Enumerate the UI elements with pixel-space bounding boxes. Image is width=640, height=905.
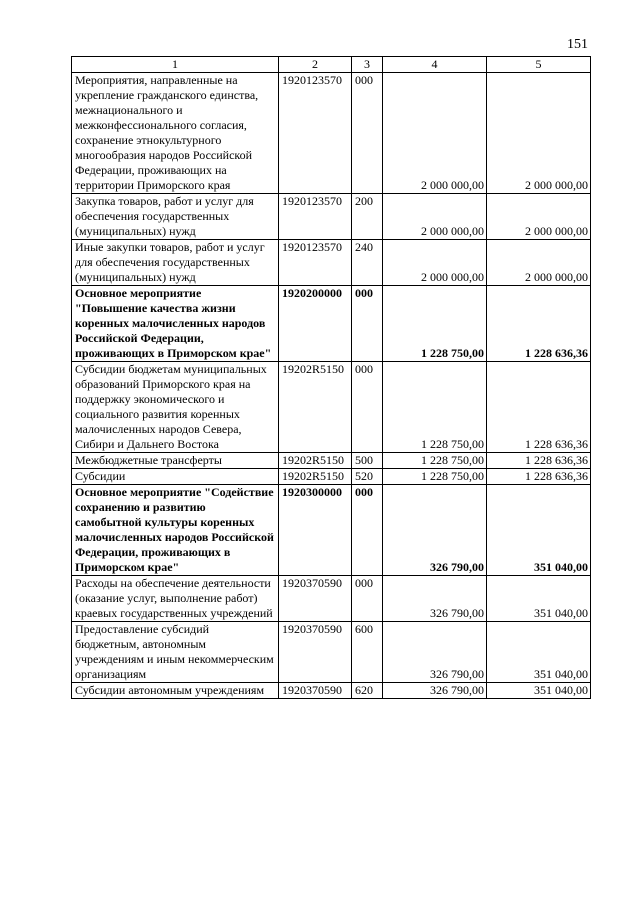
table-row bbox=[72, 362, 591, 453]
row-sum-2019: 1 228 750,00 bbox=[383, 362, 487, 453]
header-row bbox=[72, 57, 591, 73]
table-row bbox=[72, 683, 591, 699]
row-vr: 500 bbox=[352, 453, 383, 469]
row-name: Субсидии бюджетам муниципальных образований Приморского края на поддержку экономического и социального развития коренных малочисленных народов Севера, Сибири и Дальнего Востока bbox=[72, 362, 279, 453]
table-row bbox=[72, 240, 591, 286]
row-csr: 1920370590 bbox=[279, 683, 352, 699]
row-csr: 1920123570 bbox=[279, 73, 352, 194]
row-csr: 1920370590 bbox=[279, 622, 352, 683]
row-vr: 600 bbox=[352, 622, 383, 683]
row-vr: 000 bbox=[352, 576, 383, 622]
row-sum-2020: 351 040,00 bbox=[487, 622, 591, 683]
header-col-2: 2 bbox=[279, 57, 352, 73]
row-sum-2019: 1 228 750,00 bbox=[383, 469, 487, 485]
header-col-5: 5 bbox=[487, 57, 591, 73]
table-row bbox=[72, 194, 591, 240]
row-sum-2019: 326 790,00 bbox=[383, 683, 487, 699]
row-csr: 1920123570 bbox=[279, 240, 352, 286]
row-sum-2019: 1 228 750,00 bbox=[383, 453, 487, 469]
row-csr: 1920300000 bbox=[279, 485, 352, 576]
row-vr: 620 bbox=[352, 683, 383, 699]
row-name: Расходы на обеспечение деятельности (оказание услуг, выполнение работ) краевых государственных учреждений bbox=[72, 576, 279, 622]
row-csr: 1920370590 bbox=[279, 576, 352, 622]
row-sum-2020: 1 228 636,36 bbox=[487, 286, 591, 362]
row-name: Предоставление субсидий бюджетным, автономным учреждениям и иным некоммерческим организациям bbox=[72, 622, 279, 683]
row-vr: 520 bbox=[352, 469, 383, 485]
row-csr: 1920200000 bbox=[279, 286, 352, 362]
row-sum-2020: 2 000 000,00 bbox=[487, 194, 591, 240]
row-sum-2020: 1 228 636,36 bbox=[487, 362, 591, 453]
row-csr: 19202R5150 bbox=[279, 453, 352, 469]
row-sum-2020: 2 000 000,00 bbox=[487, 73, 591, 194]
row-vr: 240 bbox=[352, 240, 383, 286]
row-sum-2020: 351 040,00 bbox=[487, 576, 591, 622]
row-sum-2019: 2 000 000,00 bbox=[383, 194, 487, 240]
row-csr: 1920123570 bbox=[279, 194, 352, 240]
row-name: Иные закупки товаров, работ и услуг для обеспечения государственных (муниципальных) нужд bbox=[72, 240, 279, 286]
row-name: Основное мероприятие "Повышение качества жизни коренных малочисленных народов Российской Федерации, проживающих в Приморском крае" bbox=[72, 286, 279, 362]
row-vr: 000 bbox=[352, 485, 383, 576]
row-sum-2020: 1 228 636,36 bbox=[487, 469, 591, 485]
table-row bbox=[72, 469, 591, 485]
row-sum-2020: 351 040,00 bbox=[487, 485, 591, 576]
row-csr: 19202R5150 bbox=[279, 469, 352, 485]
row-sum-2019: 326 790,00 bbox=[383, 576, 487, 622]
row-name: Основное мероприятие "Содействие сохранению и развитию самобытной культуры коренных малочисленных народов Российской Федерации, проживающих в Приморском крае" bbox=[72, 485, 279, 576]
row-sum-2019: 1 228 750,00 bbox=[383, 286, 487, 362]
row-sum-2020: 351 040,00 bbox=[487, 683, 591, 699]
header-col-1: 1 bbox=[72, 57, 279, 73]
row-vr: 200 bbox=[352, 194, 383, 240]
row-name: Мероприятия, направленные на укрепление гражданского единства, межнационального и межконфессионального согласия, сохранение этнокультурного многообразия народов Российской Федерации, проживающих на территории Приморского края bbox=[72, 73, 279, 194]
row-sum-2019: 326 790,00 bbox=[383, 485, 487, 576]
page-number: 151 bbox=[567, 37, 588, 52]
header-col-3: 3 bbox=[352, 57, 383, 73]
row-csr: 19202R5150 bbox=[279, 362, 352, 453]
table-row bbox=[72, 576, 591, 622]
row-sum-2019: 2 000 000,00 bbox=[383, 240, 487, 286]
budget-table bbox=[71, 56, 591, 699]
table-row bbox=[72, 286, 591, 362]
table-row bbox=[72, 73, 591, 194]
row-vr: 000 bbox=[352, 286, 383, 362]
table-row bbox=[72, 622, 591, 683]
table-row bbox=[72, 485, 591, 576]
row-sum-2019: 326 790,00 bbox=[383, 622, 487, 683]
header-col-4: 4 bbox=[383, 57, 487, 73]
row-name: Закупка товаров, работ и услуг для обеспечения государственных (муниципальных) нужд bbox=[72, 194, 279, 240]
row-sum-2020: 1 228 636,36 bbox=[487, 453, 591, 469]
row-vr: 000 bbox=[352, 362, 383, 453]
row-name: Субсидии автономным учреждениям bbox=[72, 683, 279, 699]
row-sum-2020: 2 000 000,00 bbox=[487, 240, 591, 286]
row-name: Субсидии bbox=[72, 469, 279, 485]
row-name: Межбюджетные трансферты bbox=[72, 453, 279, 469]
table-row bbox=[72, 453, 591, 469]
row-sum-2019: 2 000 000,00 bbox=[383, 73, 487, 194]
row-vr: 000 bbox=[352, 73, 383, 194]
